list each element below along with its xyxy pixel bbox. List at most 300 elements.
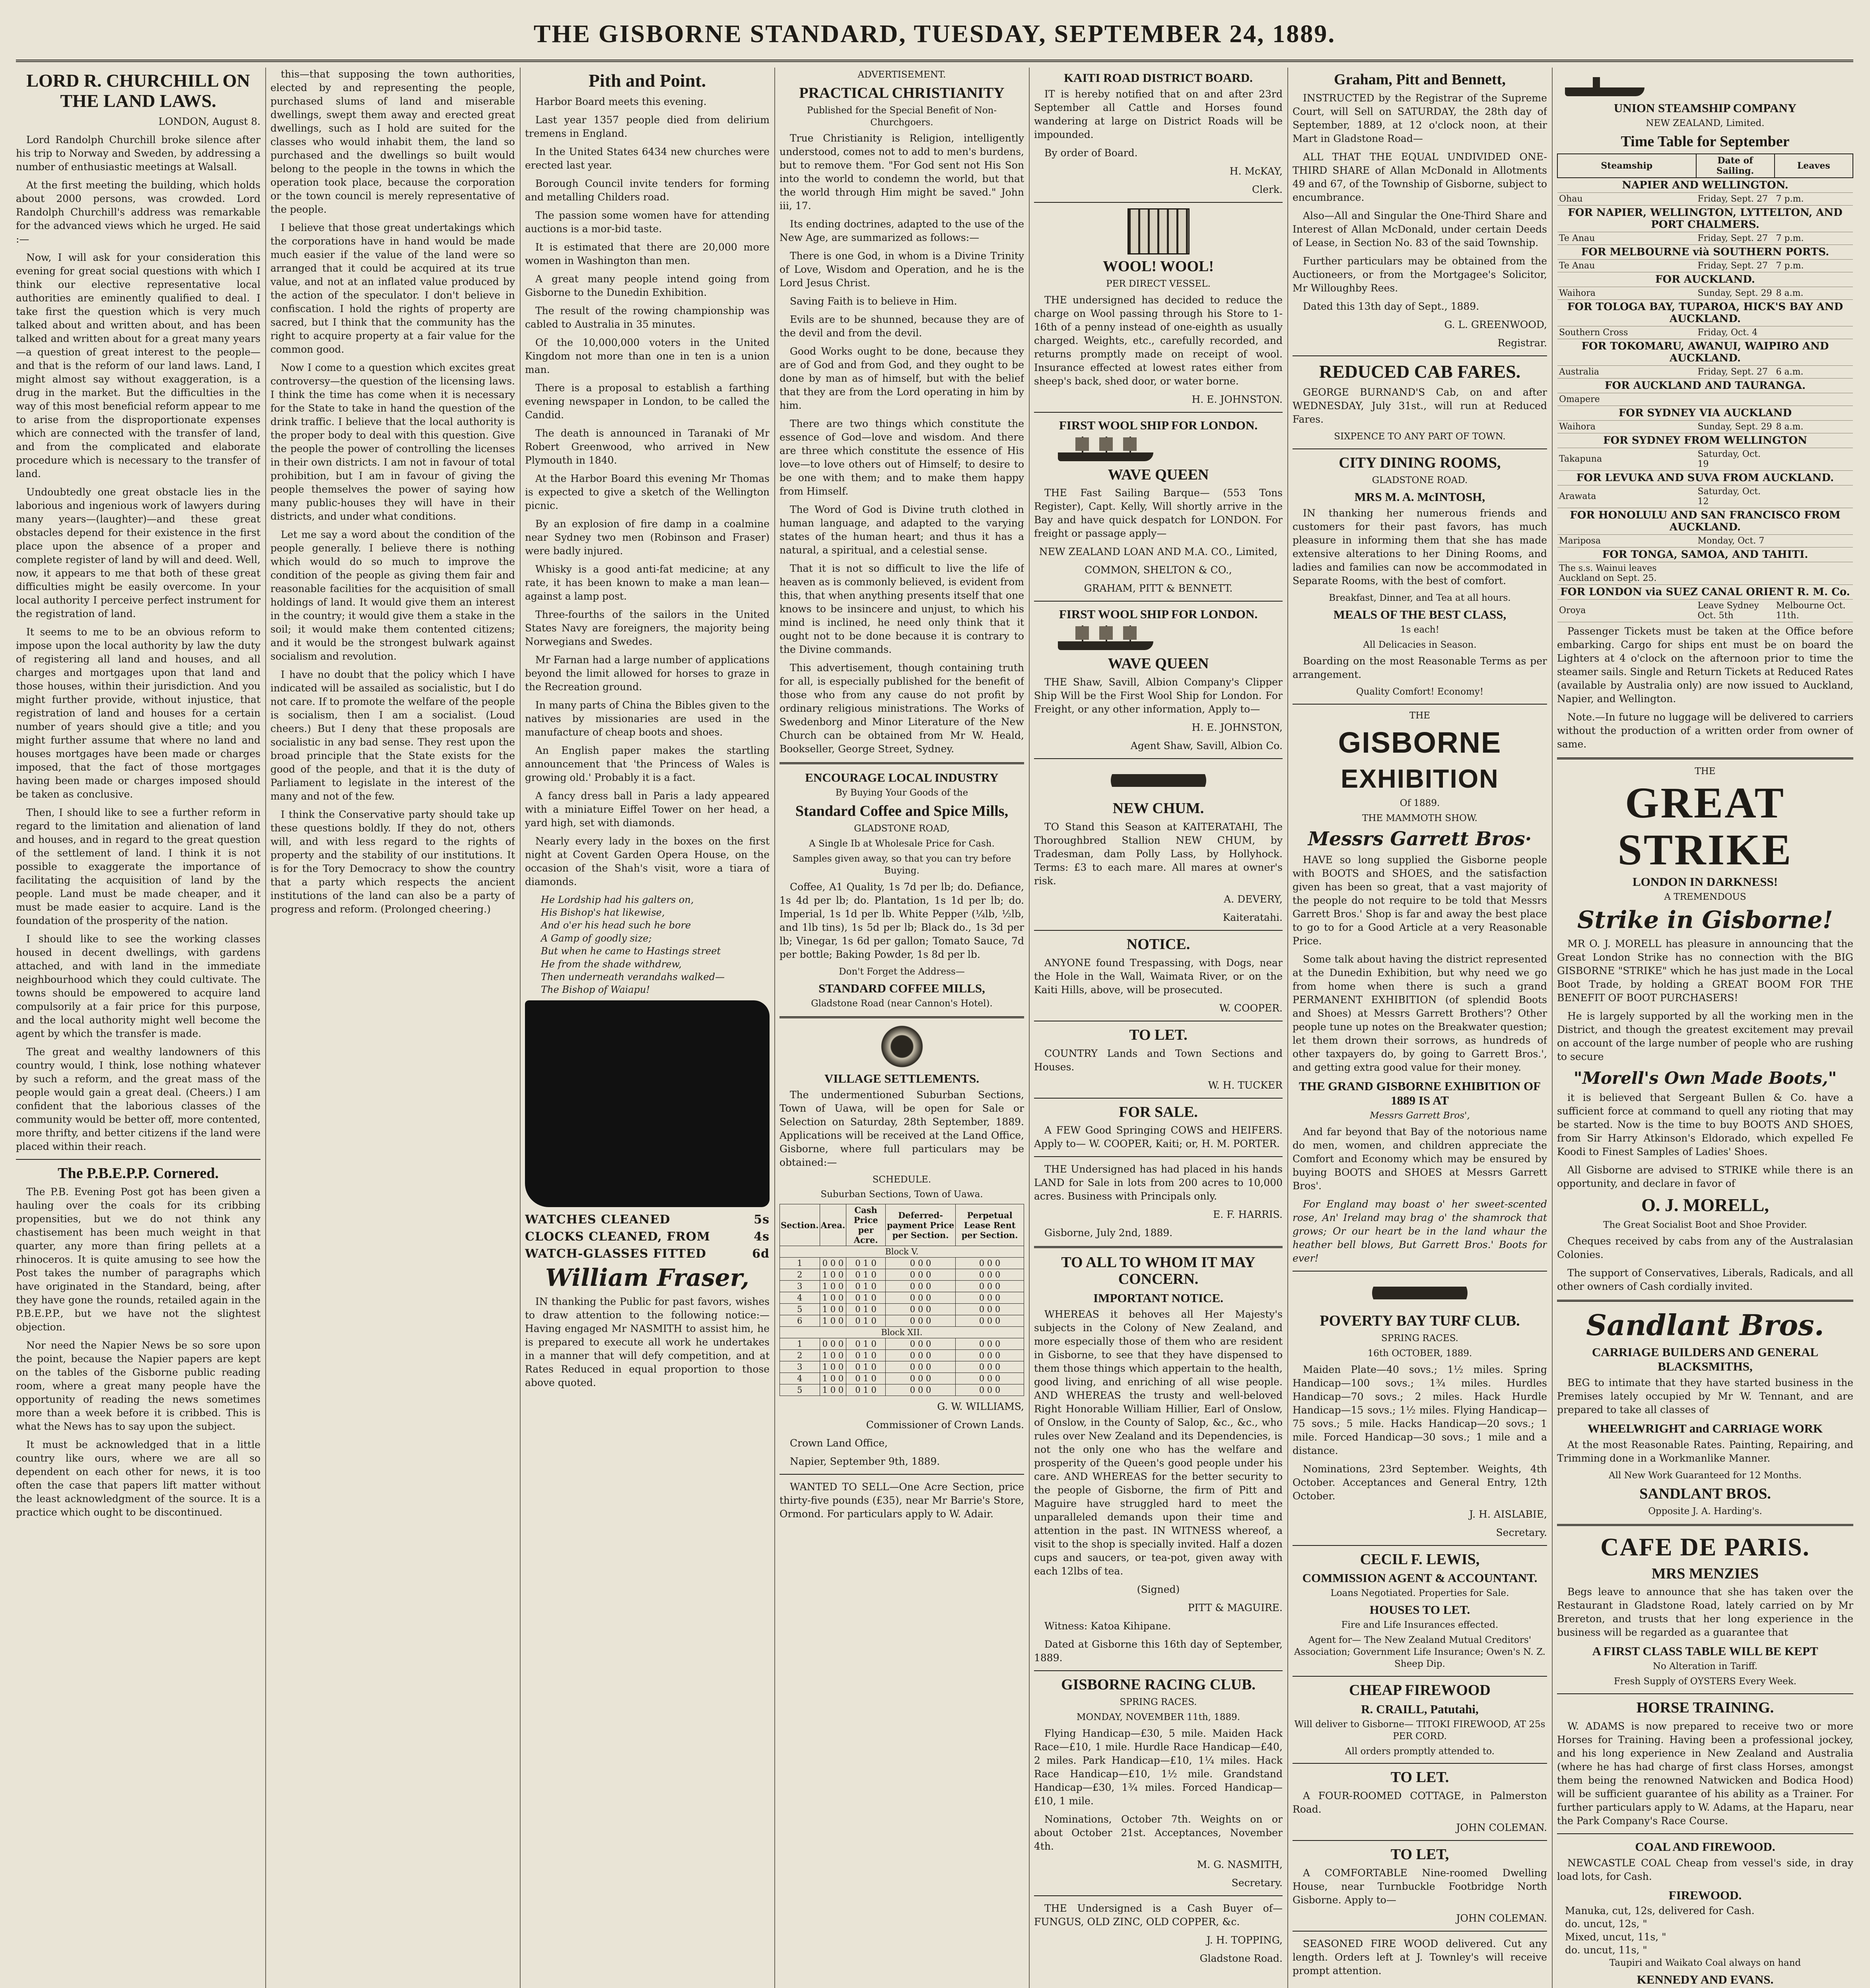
ad-body: Begs leave to announce that she has taken over the Restaurant in Gladstone Road, lately carried on by Mr Brereton, and trusts that her long experience in the business will be regarded as a guarantee that xyxy=(1557,1586,1853,1639)
ad-title: STANDARD COFFEE MILLS, xyxy=(818,981,985,995)
ad-line: A Single Ib at Wholesale Price for Cash. xyxy=(809,839,995,849)
advertiser-name: SANDLANT BROS. xyxy=(1639,1485,1771,1502)
ad-title: UNION STEAMSHIP COMPANY xyxy=(1613,101,1797,115)
ad-title: POVERTY BAY TURF CLUB. xyxy=(1320,1312,1520,1330)
paragraph: An English paper makes the startling announcement that 'the Princess of Wales is growing old.' Probably it is a fact. xyxy=(525,744,770,783)
paragraph: Mr Farnan had a large number of applications beyond the limit allowed for horses to graze in the Recreation ground. xyxy=(525,654,770,693)
ad-title: "Morell's Own Made Boots," xyxy=(1573,1068,1837,1088)
timetable-cell: 8 a.m. xyxy=(1775,420,1853,433)
timetable-cell xyxy=(1696,393,1775,406)
dateline: LONDON, August 8. xyxy=(158,116,260,128)
timetable-cell: Friday, Oct. 4 xyxy=(1696,326,1775,339)
table-row xyxy=(780,1350,1024,1361)
divider xyxy=(1293,704,1547,705)
timetable-cell: Friday, Sept. 27 xyxy=(1696,365,1775,378)
timetable-cell xyxy=(1696,562,1775,584)
route-heading: FOR SYDNEY VIA AUCKLAND xyxy=(1557,406,1853,420)
table-row xyxy=(780,1338,1024,1350)
paragraph: The death is announced in Taranaki of Mr Robert Greenwood, who arrived in New Plymouth in 1840. xyxy=(525,427,770,466)
advertiser-name: William Fraser, xyxy=(545,1264,749,1292)
timetable-cell: 7 p.m. xyxy=(1775,259,1853,272)
price-list: Coffee, A1 Quality, 1s 7d per lb; do. Defiance, 1s 4d per lb; do. Plantation, 1s 1d per lb; do. Imperial, 1s 1d per lb. White Pepper (¼lb, ½lb, and 1lb tins), 1s 5d per lb; Black do., 1s 3d per lb; Vinegar, 1s 6d per gallon; Tomato Sauce, 7d per bottle; Baking Powder, 1s 8d per lb. xyxy=(779,881,1024,960)
ad-title: Strike in Gisborne! xyxy=(1577,906,1833,934)
ad-body: NEWCASTLE COAL Cheap from vessel's side, in dray load lots, for Cash. xyxy=(1557,1857,1853,1882)
paragraph: Last year 1357 people died from delirium tremens in England. xyxy=(525,114,770,139)
ad-title: KAITI ROAD DISTRICT BOARD. xyxy=(1064,71,1253,85)
ad-subtitle: The Great Socialist Boot and Shoe Provider. xyxy=(1603,1220,1807,1231)
ad-body: THE Shaw, Savill, Albion Company's Clipper Ship Will be the First Wool Ship for London. For Freight, or any other information, Apply to— xyxy=(1034,676,1283,715)
signature: W. COOPER. xyxy=(1219,1002,1283,1014)
timetable-cell: Friday, Sept. 27 xyxy=(1696,259,1775,272)
table-row xyxy=(780,1258,1024,1269)
table-cell: 0 0 0 xyxy=(886,1258,956,1269)
paragraph: I have no doubt that the policy which I have indicated will be assailed as socialistic, but I do not care. If to promote the welfare of the people is socialism, then I am a socialist. (Loud cheers.) But I deny that these proposals are socialistic in any bad sense. They rest upon the broad principle that the State exists for the good of the people, and that it is the duty of Parliament to legislate in the interest of the many and not of the few. xyxy=(270,669,515,802)
divider xyxy=(1034,1246,1283,1248)
ad-title: GISBORNE RACING CLUB. xyxy=(1061,1676,1256,1693)
divider xyxy=(1293,1545,1547,1546)
table-cell: 0 0 0 xyxy=(956,1269,1024,1281)
horse-icon xyxy=(1372,1277,1468,1309)
table-cell: 0 1 0 xyxy=(846,1269,886,1281)
watch-price-row: WATCHES CLEANED 5s xyxy=(525,1212,770,1227)
agent-name: COMMON, SHELTON & CO., xyxy=(1085,564,1232,576)
paragraph: It is estimated that there are 20,000 more women in Washington than men. xyxy=(525,241,770,266)
ad-line: All orders promptly attended to. xyxy=(1345,1746,1495,1757)
table-cell: 1 0 0 xyxy=(820,1292,846,1304)
divider xyxy=(1034,758,1283,759)
ad-body: Maiden Plate—40 sovs.; 1½ miles. Spring Handicap—100 sovs.; 1¾ miles. Hurdles Handicap—70 sovs.; 2 miles. Hack Hurdle Handicap—15 sovs.; 1½ miles. Flying Handicap—75 sovs.; 5 mile. Hacks Handicap—20 sovs.; 1 mile. Forced Handicap—30 sovs.; 1 mile and a distance. xyxy=(1293,1363,1547,1456)
timetable-cell: Saturday, Oct. 12 xyxy=(1696,485,1775,508)
ad-subtitle: CARRIAGE BUILDERS AND GENERAL BLACKSMITHS, xyxy=(1592,1345,1819,1373)
divider xyxy=(1293,1840,1547,1841)
schedule-header: Perpetual Lease Rent per Section. xyxy=(956,1204,1024,1246)
table-cell: 0 0 0 xyxy=(886,1373,956,1384)
paragraph: Good Works ought to be done, because they are of God and from God, and they ought to be done by man as of himself, but with the belief that they are from the Lord operating in him by him. xyxy=(779,346,1024,412)
divider xyxy=(1293,1271,1547,1272)
signature: W. H. TUCKER xyxy=(1208,1079,1283,1091)
advertiser-name: KENNEDY AND EVANS. xyxy=(1637,1972,1774,1986)
ad-title: REDUCED CAB FARES. xyxy=(1319,361,1521,382)
signature: M. G. NASMITH, xyxy=(1197,1858,1283,1870)
divider xyxy=(16,1159,260,1160)
ad-line: Dated this 13th day of Sept., 1889. xyxy=(1303,300,1479,312)
divider xyxy=(1557,1833,1853,1834)
timetable-cell: The s.s. Wainui leaves Auckland on Sept. 25. xyxy=(1557,562,1696,584)
ad-body: TO Stand this Season at KAITERATAHI, The Thoroughbred Stallion NEW CHUM, by Tradesman, dam Polly Lass, by Hollyhock. Terms: £3 to each mare. All mares at owner's risk. xyxy=(1034,821,1283,887)
ad-line: Will deliver to Gisborne— TITOKI FIREWOOD, AT 25s PER CORD. xyxy=(1294,1719,1545,1741)
ad-body: All Gisborne are advised to STRIKE while there is an opportunity, and declare in favor of xyxy=(1557,1164,1853,1190)
table-cell: 1 xyxy=(780,1258,820,1269)
timetable-row xyxy=(1557,259,1853,272)
ad-address: GLADSTONE ROAD. xyxy=(1372,475,1468,486)
paragraph: Undoubtedly one great obstacle lies in the laborious and ingenious work of lawyers during many years—(laughter)—and these great obstacles depend for their existence in the first place upon the absence of a proper and complete register of land by will and deed. Well, now, it appears to me that both of these great difficulties might be easily overcome. In your local authority I perceive perfect instrument for the registration of land. xyxy=(16,486,260,620)
table-cell: 0 1 0 xyxy=(846,1373,886,1384)
ad-body: SEASONED FIRE WOOD delivered. Cut any length. Orders left at J. Townley's will receive prompt attention. xyxy=(1293,1938,1547,1976)
paragraph: this—that supposing the town authorities, elected by and representing the people, purchased slums of land and miserable dwellings, swept them away and erected great dwellings, such as I hold are suited for the classes who would inhabit them, the land so purchased and the dwellings so built would belong to the people in the towns in which the operation took place, because the corporation or the town council is merely representative of the people. xyxy=(270,68,515,215)
article-body xyxy=(525,95,770,889)
schedule-header: Cash Price per Acre. xyxy=(846,1204,886,1246)
ad-body: ALL THAT THE EQUAL UNDIVIDED ONE-THIRD SHARE of Allan McDonald in Allotments 49 and 67, of the Township of Gisborne, subject to encumbrance. xyxy=(1293,151,1547,203)
timetable-row xyxy=(1557,562,1853,584)
divider xyxy=(1034,1156,1283,1157)
ad-subtitle: MONDAY, NOVEMBER 11th, 1889. xyxy=(1076,1712,1240,1722)
timetable-cell: Monday, Oct. 7 xyxy=(1696,534,1775,547)
poem-line: He Lordship had his galters on, xyxy=(541,894,694,905)
column-3 xyxy=(525,68,770,1988)
ship-name: WAVE QUEEN xyxy=(1108,655,1209,672)
paragraph: This advertisement, though containing truth for all, is especially published for the benefit of those who from any cause do not profit by ordinary religious ministrations. The Works of Swedenborg and Minor Literature of the New Church can be obtained from Mr W. Heald, Bookseller, George Street, Sydney. xyxy=(779,662,1024,755)
table-cell: 4 xyxy=(780,1292,820,1304)
schedule-block-label: Block XII. xyxy=(780,1327,1024,1338)
column-rule xyxy=(1552,68,1553,1988)
timetable-cell: Takapuna xyxy=(1557,448,1696,470)
ad-title: HORSE TRAINING. xyxy=(1636,1699,1774,1716)
watch-price-row: WATCH-GLASSES FITTED 6d xyxy=(525,1246,770,1261)
timetable-cell: 8 a.m. xyxy=(1775,287,1853,299)
poem-line: Then underneath verandahs walked— xyxy=(541,971,725,982)
ad-title: ENCOURAGE LOCAL INDUSTRY xyxy=(805,771,999,785)
table-cell: 0 0 0 xyxy=(820,1258,846,1269)
timetable-cell xyxy=(1775,393,1853,406)
ad-title: CAFE DE PARIS. xyxy=(1600,1532,1810,1561)
ad-line: THE xyxy=(1409,710,1431,721)
ad-title: WOOL! WOOL! xyxy=(1102,258,1214,275)
column-5 xyxy=(1034,68,1283,1988)
signature-role: Gladstone Road. xyxy=(1199,1952,1283,1964)
table-cell: 0 1 0 xyxy=(846,1315,886,1327)
divider xyxy=(779,1016,1024,1018)
timetable-cell: Ohau xyxy=(1557,192,1696,205)
table-cell: 6 xyxy=(780,1315,820,1327)
timetable-cell: Te Anau xyxy=(1557,259,1696,272)
advertiser-name: O. J. MORELL, xyxy=(1641,1195,1769,1215)
route-heading: FOR AUCKLAND AND TAURANGA. xyxy=(1557,378,1853,393)
divider xyxy=(1293,355,1547,356)
divider xyxy=(1034,1098,1283,1099)
paragraph: I believe that those great undertakings which the corporations have in hand would be made much easier if the value of the land were so arranged that it could be acquired at its true value, and not at an inflated value produced by the action of the speculator. I don't believe in confiscation. I hold the rights of property are sacred, but I think that the community has the right to acquire property at a fair value for the common good. xyxy=(270,222,515,355)
table-cell: 0 1 0 xyxy=(846,1361,886,1373)
advertiser-name: MRS MENZIES xyxy=(1651,1565,1759,1582)
ad-title: NOTICE. xyxy=(1126,936,1190,953)
paragraph: I think the Conservative party should take up these questions boldly. If they do not, others will, and with less regard to the rights of property and the stability of our institutions. It is for the Tory Democracy to show the country that a party which respects the ancient institutions of the land can also be a party of progress and reform. (Prolonged cheering.) xyxy=(270,809,515,915)
table-cell: 0 0 0 xyxy=(956,1384,1024,1396)
masthead: THE GISBORNE STANDARD, TUESDAY, SEPTEMBER 24, 1889. xyxy=(16,8,1853,62)
price-list xyxy=(1557,1905,1853,1956)
ad-body: HAVE so long supplied the Gisborne people with BOOTS and SHOES, and the satisfaction given has been so great, that a vast majority of the people do not require to be told that Messrs Garrett Bros.' Shop is far and away the best place to go to for a Good Article at a very Reasonable Price. xyxy=(1293,854,1547,947)
paragraph: The result of the rowing championship was cabled to Australia in 35 minutes. xyxy=(525,305,770,330)
ad-body: And far beyond that Bay of the notorious name do men, women, and children appreciate the Comfort and Economy which may be ensured by buying BOOTS and SHOES at Messrs Garrett Bros'. xyxy=(1293,1126,1547,1192)
poem-line: And o'er his head such he bore xyxy=(541,920,691,931)
ad-line: Don't Forget the Address— xyxy=(839,966,965,977)
ad-title: FOR SALE. xyxy=(1119,1103,1198,1120)
table-cell: 1 0 0 xyxy=(820,1350,846,1361)
table-row xyxy=(780,1315,1024,1327)
paragraph: Whisky is a good anti-fat medicine; at any rate, it has been known to make a man lean—against a lamp post. xyxy=(525,563,770,602)
signature-role: Agent Shaw, Savill, Albion Co. xyxy=(1130,740,1283,752)
ink-blot-damage xyxy=(525,1000,770,1207)
ad-title: FIRST WOOL SHIP FOR LONDON. xyxy=(1059,607,1258,621)
divider xyxy=(1034,930,1283,931)
ad-line: Fresh Supply of OYSTERS Every Week. xyxy=(1613,1676,1797,1687)
ad-body: THE Undersigned is a Cash Buyer of— FUNGUS, OLD ZINC, OLD COPPER, &c. xyxy=(1034,1902,1283,1928)
column-rule xyxy=(1287,68,1288,1988)
route-heading: FOR SYDNEY FROM WELLINGTON xyxy=(1557,433,1853,448)
timetable-row xyxy=(1557,485,1853,508)
ad-body: A COMFORTABLE Nine-roomed Dwelling House, near Turnbuckle Footbridge North Gisborne. Apply to— xyxy=(1293,1867,1547,1906)
price-line: Manuka, cut, 12s, delivered for Cash. xyxy=(1565,1905,1755,1916)
ad-body: THE Fast Sailing Barque— (553 Tons Register), Capt. Kelly, Will shortly arrive in the Bay and have quick despatch for LONDON. For freight or passage apply— xyxy=(1034,487,1283,540)
ad-body: The undermentioned Suburban Sections, Town of Uawa, will be open for Sale or Selection on Saturday, 28th September, 1889. Applications will be received at the Land Office, Gisborne, where full particulars may be obtained:— xyxy=(779,1089,1024,1168)
table-row xyxy=(780,1292,1024,1304)
ad-subtitle: LONDON IN DARKNESS! xyxy=(1632,874,1778,889)
ad-title: Standard Coffee and Spice Mills, xyxy=(795,803,1009,820)
timetable-cell: Te Anau xyxy=(1557,232,1696,245)
table-cell: 0 1 0 xyxy=(846,1384,886,1396)
paragraph: Harbor Board meets this evening. xyxy=(535,95,707,107)
table-cell: 1 0 0 xyxy=(820,1384,846,1396)
route-heading: FOR MELBOURNE vià SOUTHERN PORTS. xyxy=(1557,245,1853,259)
table-row xyxy=(780,1373,1024,1384)
schedule-header: Area. xyxy=(820,1204,846,1246)
paragraph: There is a proposal to establish a farthing evening newspaper in London, to be called the Candid. xyxy=(525,382,770,421)
ad-title: TO LET, xyxy=(1390,1846,1449,1863)
article-body xyxy=(16,1185,260,1519)
divider xyxy=(1034,601,1283,602)
ad-body: COUNTRY Lands and Town Sections and Houses. xyxy=(1034,1047,1283,1073)
table-cell: 0 0 0 xyxy=(956,1373,1024,1384)
divider xyxy=(1293,1763,1547,1764)
timetable-row xyxy=(1557,192,1853,205)
signature-role: Clerk. xyxy=(1252,184,1283,195)
signature: JOHN COLEMAN. xyxy=(1456,1912,1547,1924)
ad-body xyxy=(779,132,1024,756)
paragraph: Of the 10,000,000 voters in the United Kingdom not more than one in ten is a union man. xyxy=(525,336,770,375)
timetable-cell: Oroya xyxy=(1557,599,1696,622)
ad-line: By order of Board. xyxy=(1044,147,1138,159)
route-heading: FOR LONDON via SUEZ CANAL ORIENT R. M. Co. xyxy=(1557,584,1853,599)
timetable-row xyxy=(1557,420,1853,433)
column-rule xyxy=(1029,68,1030,1988)
paragraph: Evils are to be shunned, because they are of the devil and from the devil. xyxy=(779,314,1024,339)
article-body xyxy=(16,133,260,1153)
ad-body: The support of Conservatives, Liberals, Radicals, and all other owners of Cash cordially invited. xyxy=(1557,1267,1853,1292)
table-cell: 0 0 0 xyxy=(886,1281,956,1292)
paragraph: Three-fourths of the sailors in the United States Navy are foreigners, the majority being Norwegians and Swedes. xyxy=(525,608,770,647)
ad-line: Taupiri and Waikato Coal always on hand xyxy=(1609,1957,1801,1968)
poem-line: The Bishop of Waiapu! xyxy=(541,984,650,996)
timetable-row xyxy=(1557,287,1853,299)
ad-subtitle: NEW ZEALAND, Limited. xyxy=(1646,118,1765,128)
divider xyxy=(1557,1693,1853,1694)
table-cell: 0 0 0 xyxy=(956,1281,1024,1292)
paragraph: That it is not so difficult to live the life of heaven as is commonly believed, is evident from this, that when anything presents itself that one knows to be insincere and unjust, to which his mind is inclined, he need only think that it ought not to be done because it is contrary to the Divine commands. xyxy=(779,563,1024,656)
timetable-header: Date of Sailing. xyxy=(1696,154,1775,178)
ad-body: W. ADAMS is now prepared to receive two or more Horses for Training. Having been a professional jockey, and his long experience in New Zealand and Australia (where he has had charge of first class Horses, amongst them being the renowned Natwicken and Bodica Hood) will be sufficient guarantee of his ability as a Trainer. For further particulars apply to W. Adams, at the Haparu, near the Park Company's Race Course. xyxy=(1557,1720,1853,1827)
advertiser-name: Sandlant Bros. xyxy=(1586,1308,1824,1342)
table-row xyxy=(780,1304,1024,1315)
ad-body: WANTED TO SELL—One Acre Section, price thirty-five pounds (£35), near Mr Barrie's Store, Ormond. For particulars apply to W. Adair. xyxy=(779,1481,1024,1520)
ad-line: Fire and Life Insurances effected. xyxy=(1341,1620,1499,1631)
ad-body: Note.—In future no luggage will be delivered to carriers without the production of a written order from owner of same. xyxy=(1557,711,1853,750)
table-cell: 1 0 0 xyxy=(820,1315,846,1327)
column-1 xyxy=(16,68,260,1988)
article-title: The P.B.E.P.P. Cornered. xyxy=(58,1165,219,1182)
ad-line: 1s each! xyxy=(1400,624,1439,635)
ad-title: COAL AND FIREWOOD. xyxy=(1635,1839,1775,1854)
signature: E. F. HARRIS. xyxy=(1213,1209,1283,1221)
table-cell: 5 xyxy=(780,1384,820,1396)
timetable-cell: Melbourne Oct. 11th. xyxy=(1775,599,1853,622)
timetable-row xyxy=(1557,232,1853,245)
timetable-cell: Leave Sydney Oct. 5th xyxy=(1696,599,1775,622)
table-cell: 4 xyxy=(780,1373,820,1384)
poem-line: A Gamp of goodly size; xyxy=(541,932,652,944)
timetable-cell: Waihora xyxy=(1557,420,1696,433)
ad-subtitle: By Buying Your Goods of the xyxy=(835,788,968,798)
timetable-header: Leaves xyxy=(1775,154,1853,178)
timetable-cell: Friday, Sept. 27 xyxy=(1696,232,1775,245)
divider xyxy=(1557,1300,1853,1302)
signature: J. H. AISLABIE, xyxy=(1469,1508,1547,1520)
timetable-cell: Australia xyxy=(1557,365,1696,378)
ad-body: ANYONE found Trespassing, with Dogs, near the Hole in the Wall, Waimata River, or on the Kaiti Hills, above, will be prosecuted. xyxy=(1034,957,1283,996)
timetable-row xyxy=(1557,599,1853,622)
signature: A. DEVERY, xyxy=(1224,893,1283,905)
signature: JOHN COLEMAN. xyxy=(1456,1822,1547,1834)
schedule-subtitle: Suburban Sections, Town of Uawa. xyxy=(820,1189,983,1200)
paragraph: Nearly every lady in the boxes on the first night at Covent Garden Opera House, on the occasion of the Shah's visit, wore a tiara of diamonds. xyxy=(525,835,770,887)
ad-body: Cheques received by cabs from any of the Australasian Colonies. xyxy=(1557,1235,1853,1260)
ad-body: At the most Reasonable Rates. Painting, Repairing, and Trimming done in a Workmanlike Manner. xyxy=(1557,1439,1853,1464)
timetable-cell: Mariposa xyxy=(1557,534,1696,547)
table-cell: 0 0 0 xyxy=(886,1292,956,1304)
ad-body: Some talk about having the district represented at the Dunedin Exhibition, but why need we go from home when there is such a grand PERMANENT EXHIBITION (of splendid Boots and Shoes) at Messrs Garrett Brothers'? Other people tune up notes on the Breakwater question; let them drown their sorrows, as hundreds of other taxpayers do, by going to Garrett Bros.', and getting extra good value for their money. xyxy=(1293,953,1547,1074)
ad-title: THE GRAND GISBORNE EXHIBITION OF 1889 IS AT xyxy=(1299,1079,1541,1108)
ad-title: EXHIBITION xyxy=(1341,764,1499,794)
table-cell: 0 0 0 xyxy=(886,1350,956,1361)
ad-line: Witness: Katoa Kihipane. xyxy=(1044,1620,1171,1632)
table-cell: 0 0 0 xyxy=(886,1384,956,1396)
paragraph: At the Harbor Board this evening Mr Thomas is expected to give a sketch of the Wellington picnic. xyxy=(525,472,770,511)
schedule-block-label: Block V. xyxy=(780,1246,1024,1258)
sailing-ship-icon xyxy=(1034,624,1283,652)
ad-line: All Delicacies in Season. xyxy=(1363,639,1477,650)
ad-line: Agent for— The New Zealand Mutual Creditors' Association; Government Life Insurance; Owen's N. Z. Sheep Dip. xyxy=(1294,1635,1545,1670)
divider xyxy=(1293,1931,1547,1932)
timetable-cell: Sunday, Sept. 29 xyxy=(1696,420,1775,433)
table-cell: 0 0 0 xyxy=(956,1315,1024,1327)
paragraph: By an explosion of fire damp in a coalmine near Sydney two men (Robinson and Fraser) were badly injured. xyxy=(525,518,770,557)
table-cell: 0 0 0 xyxy=(886,1338,956,1350)
table-row xyxy=(780,1281,1024,1292)
ad-line: Gisborne, July 2nd, 1889. xyxy=(1044,1227,1173,1239)
table-cell: 1 0 0 xyxy=(820,1304,846,1315)
timetable-cell: 7 p.m. xyxy=(1775,192,1853,205)
timetable-cell xyxy=(1775,485,1853,508)
signature: H. McKAY, xyxy=(1229,165,1283,177)
schedule-header: Section. xyxy=(780,1204,820,1246)
ad-body: Boarding on the most Reasonable Terms as per arrangement. xyxy=(1293,655,1547,680)
paragraph: It seems to me to be an obvious reform to impose upon the local authority by law the duty of registering all land and houses, and all charges and mortgages upon that land and those houses, within their jurisdiction. And you might further provide, without injustice, that registration of land and houses for a certain number of years should give a title; and you might further assume that where no land and houses mortgages have been made or charges imposed, that the fact of those mortgages having been made or charges imposed should be taken as conclusive. xyxy=(16,626,260,800)
newspaper-page xyxy=(16,8,1853,1988)
table-cell: 0 0 0 xyxy=(886,1315,956,1327)
timetable-header: Steamship xyxy=(1557,154,1696,178)
ad-body: THE undersigned has decided to reduce the charge on Wool passing through his Store to 1-16th of a penny instead of one-eighth as usually charged. Weights, etc., carefully recorded, and returns promptly made on receipt of wool. Insurance effected at lowest rates either from sheep's back, shed door, or water borne. xyxy=(1034,294,1283,387)
paragraph: There is one God, in whom is a Divine Trinity of Love, Wisdom and Operation, and he is the Lord Jesus Christ. xyxy=(779,250,1024,289)
ad-title: GISBORNE xyxy=(1338,726,1502,759)
column-7 xyxy=(1557,68,1853,1988)
table-cell: 0 0 0 xyxy=(886,1361,956,1373)
column-rule xyxy=(774,68,775,1988)
timetable-cell: Saturday, Oct. 19 xyxy=(1696,448,1775,470)
ad-title: MEALS OF THE BEST CLASS, xyxy=(1333,607,1506,621)
paragraph: Its ending doctrines, adapted to the use of the New Age, are summarized as follows:— xyxy=(779,218,1024,244)
ad-title: GREAT xyxy=(1625,778,1785,827)
paragraph: Let me say a word about the condition of the people generally. I believe there is nothing which would do so much to improve the condition of the people as giving them fair and reasonable facilities for the acquisition of small holdings of land. It would give them an interest in the country; it would give them a stake in the soil; it would make them contented citizens; and it would be the strongest bulwark against socialism and revolution. xyxy=(270,529,515,662)
signature-role: Kaiteratahi. xyxy=(1223,912,1283,924)
column-rule xyxy=(265,68,266,1988)
divider xyxy=(1557,1524,1853,1526)
ad-title: TO LET. xyxy=(1390,1769,1449,1786)
paragraph: In the United States 6434 new churches were erected last year. xyxy=(525,146,770,171)
poem-line: But when he came to Hastings street xyxy=(541,945,721,957)
divider xyxy=(779,762,1024,764)
paragraph: The great and wealthy landowners of this country would, I think, lose nothing whatever by such a reform, and the great mass of the people would gain a great deal. (Cheers.) I am confident that the laborious classes of the community would be better off, more contented, more thrifty, and better citizens if the land were placed within their reach. xyxy=(16,1046,260,1153)
ad-title: WHEELWRIGHT and CARRIAGE WORK xyxy=(1587,1421,1823,1435)
ad-line: Quality Comfort! Economy! xyxy=(1356,686,1484,697)
ad-title: VILLAGE SETTLEMENTS. xyxy=(824,1071,980,1085)
paragraph: Saving Faith is to believe in Him. xyxy=(790,295,957,307)
ad-subtitle: COMMISSION AGENT & ACCOUNTANT. xyxy=(1302,1571,1538,1585)
timetable-cell: Friday, Sept. 27 xyxy=(1696,192,1775,205)
ad-title: HOUSES TO LET. xyxy=(1369,1603,1470,1617)
paragraph: Now I come to a question which excites great controversy—the question of the licensing laws. I think the time has come when it is necessary for the State to take in hand the question of the drink traffic. I believe that the local authority is the proper body to deal with this question. Give the people the power of controlling the licenses in their own districts. I am not in favour of total prohibition, but I am in favour of giving the people themselves the power of saying how many public-houses they will have in their districts, and under what conditions. xyxy=(270,362,515,522)
column-rule xyxy=(520,68,521,1988)
ad-subtitle: PER DIRECT VESSEL. xyxy=(1106,278,1211,289)
ad-line: THE xyxy=(1695,766,1716,777)
table-cell: 0 0 0 xyxy=(956,1292,1024,1304)
paragraph: It must be acknowledged that in a little country like ours, where we are all so dependent on each other for news, it is too often the case that papers lift matter without the least acknowledgment of the source. It is a practice which ought to be discontinued. xyxy=(16,1439,260,1518)
table-cell: 3 xyxy=(780,1361,820,1373)
sailing-ship-icon xyxy=(1034,435,1283,463)
ad-address: Gladstone Road (near Cannon's Hotel). xyxy=(811,998,993,1009)
ad-line: All New Work Guaranteed for 12 Months. xyxy=(1608,1470,1802,1481)
ad-subtitle: Of 1889. xyxy=(1400,798,1440,809)
divider xyxy=(1557,757,1853,759)
ad-title: A FIRST CLASS TABLE WILL BE KEPT xyxy=(1592,1644,1818,1658)
timetable-cell xyxy=(1775,326,1853,339)
ad-body: it is believed that Sergeant Bullen & Co. have a sufficient force at command to quell any rioting that may be started. Now is the time to buy BOOTS AND SHOES, from Sir Harry Atkinson's Eldorado, which expelled Fe Koodi to Finest Samples of Ladies' Shoes. xyxy=(1557,1092,1853,1158)
ad-title: Graham, Pitt and Bennett, xyxy=(1334,71,1506,88)
ad-title: FIRST WOOL SHIP FOR LONDON. xyxy=(1059,418,1258,432)
paragraph: True Christianity is Religion, intelligently understood, comes not to add to men's burdens, but to remove them. "For God sent not His Son into the world to condemn the world, but that the world through Him might be saved." John iii, 17. xyxy=(779,132,1024,212)
timetable-row xyxy=(1557,393,1853,406)
table-cell: 0 0 0 xyxy=(956,1304,1024,1315)
paragraph: Now, I will ask for your consideration this evening for great social questions with which I think our elective representative local authorities are eminently qualified to deal. I take first the question which is very much talked about and written about, and has been talked and written about for a great many years—a question of great interest to the people—and that is the reform of our land laws. Land, I might almost say without exaggeration, is a drug in the market. But the difficulties in the way of this most beneficial reform appear to me to arise from the disproportionate expenses which are connected with the transfer of land, and from the complicated and elaborate procedure which is necessary to the transfer of land. xyxy=(16,252,260,480)
ad-body: IN thanking the Public for past favors, wishes to draw attention to the following notice:— Having engaged Mr NASMITH to assist him, he is prepared to execute all work he undertakes in a manner that will defy competition, and at Rates Reduced in equal proportion to those above quoted. xyxy=(525,1295,770,1388)
ad-title: CHEAP FIREWOOD xyxy=(1349,1681,1491,1699)
schedule-title: SCHEDULE. xyxy=(872,1174,931,1185)
ad-body: Nominations, 23rd September. Weights, 4th October. Acceptances and General Entry, 12th October. xyxy=(1293,1463,1547,1502)
ad-body: BEG to intimate that they have started business in the Premises lately occupied by Mr W. Tennant, and are prepared to take all classes of xyxy=(1557,1376,1853,1415)
table-cell: 5 xyxy=(780,1304,820,1315)
ad-subtitle: 16th OCTOBER, 1889. xyxy=(1367,1348,1472,1359)
table-cell: 0 0 0 xyxy=(886,1304,956,1315)
divider xyxy=(1293,1676,1547,1677)
ad-body: IN thanking her numerous friends and customers for their past favors, has much pleasure in informing them that she has made extensive alterations to her Dining Rooms, and ladies and families can now be accommodated in Separate Rooms, with the best of comfort. xyxy=(1293,507,1547,586)
divider xyxy=(1034,1670,1283,1671)
paragraph: Nor need the Napier News be so sore upon the point, because the Napier papers are kept on the tables of the Gisborne public reading room, where a great many people have the opportunity of reading the news sometimes more than a week before it is cribbed. This is what the News has to say upon the subject. xyxy=(16,1339,260,1432)
